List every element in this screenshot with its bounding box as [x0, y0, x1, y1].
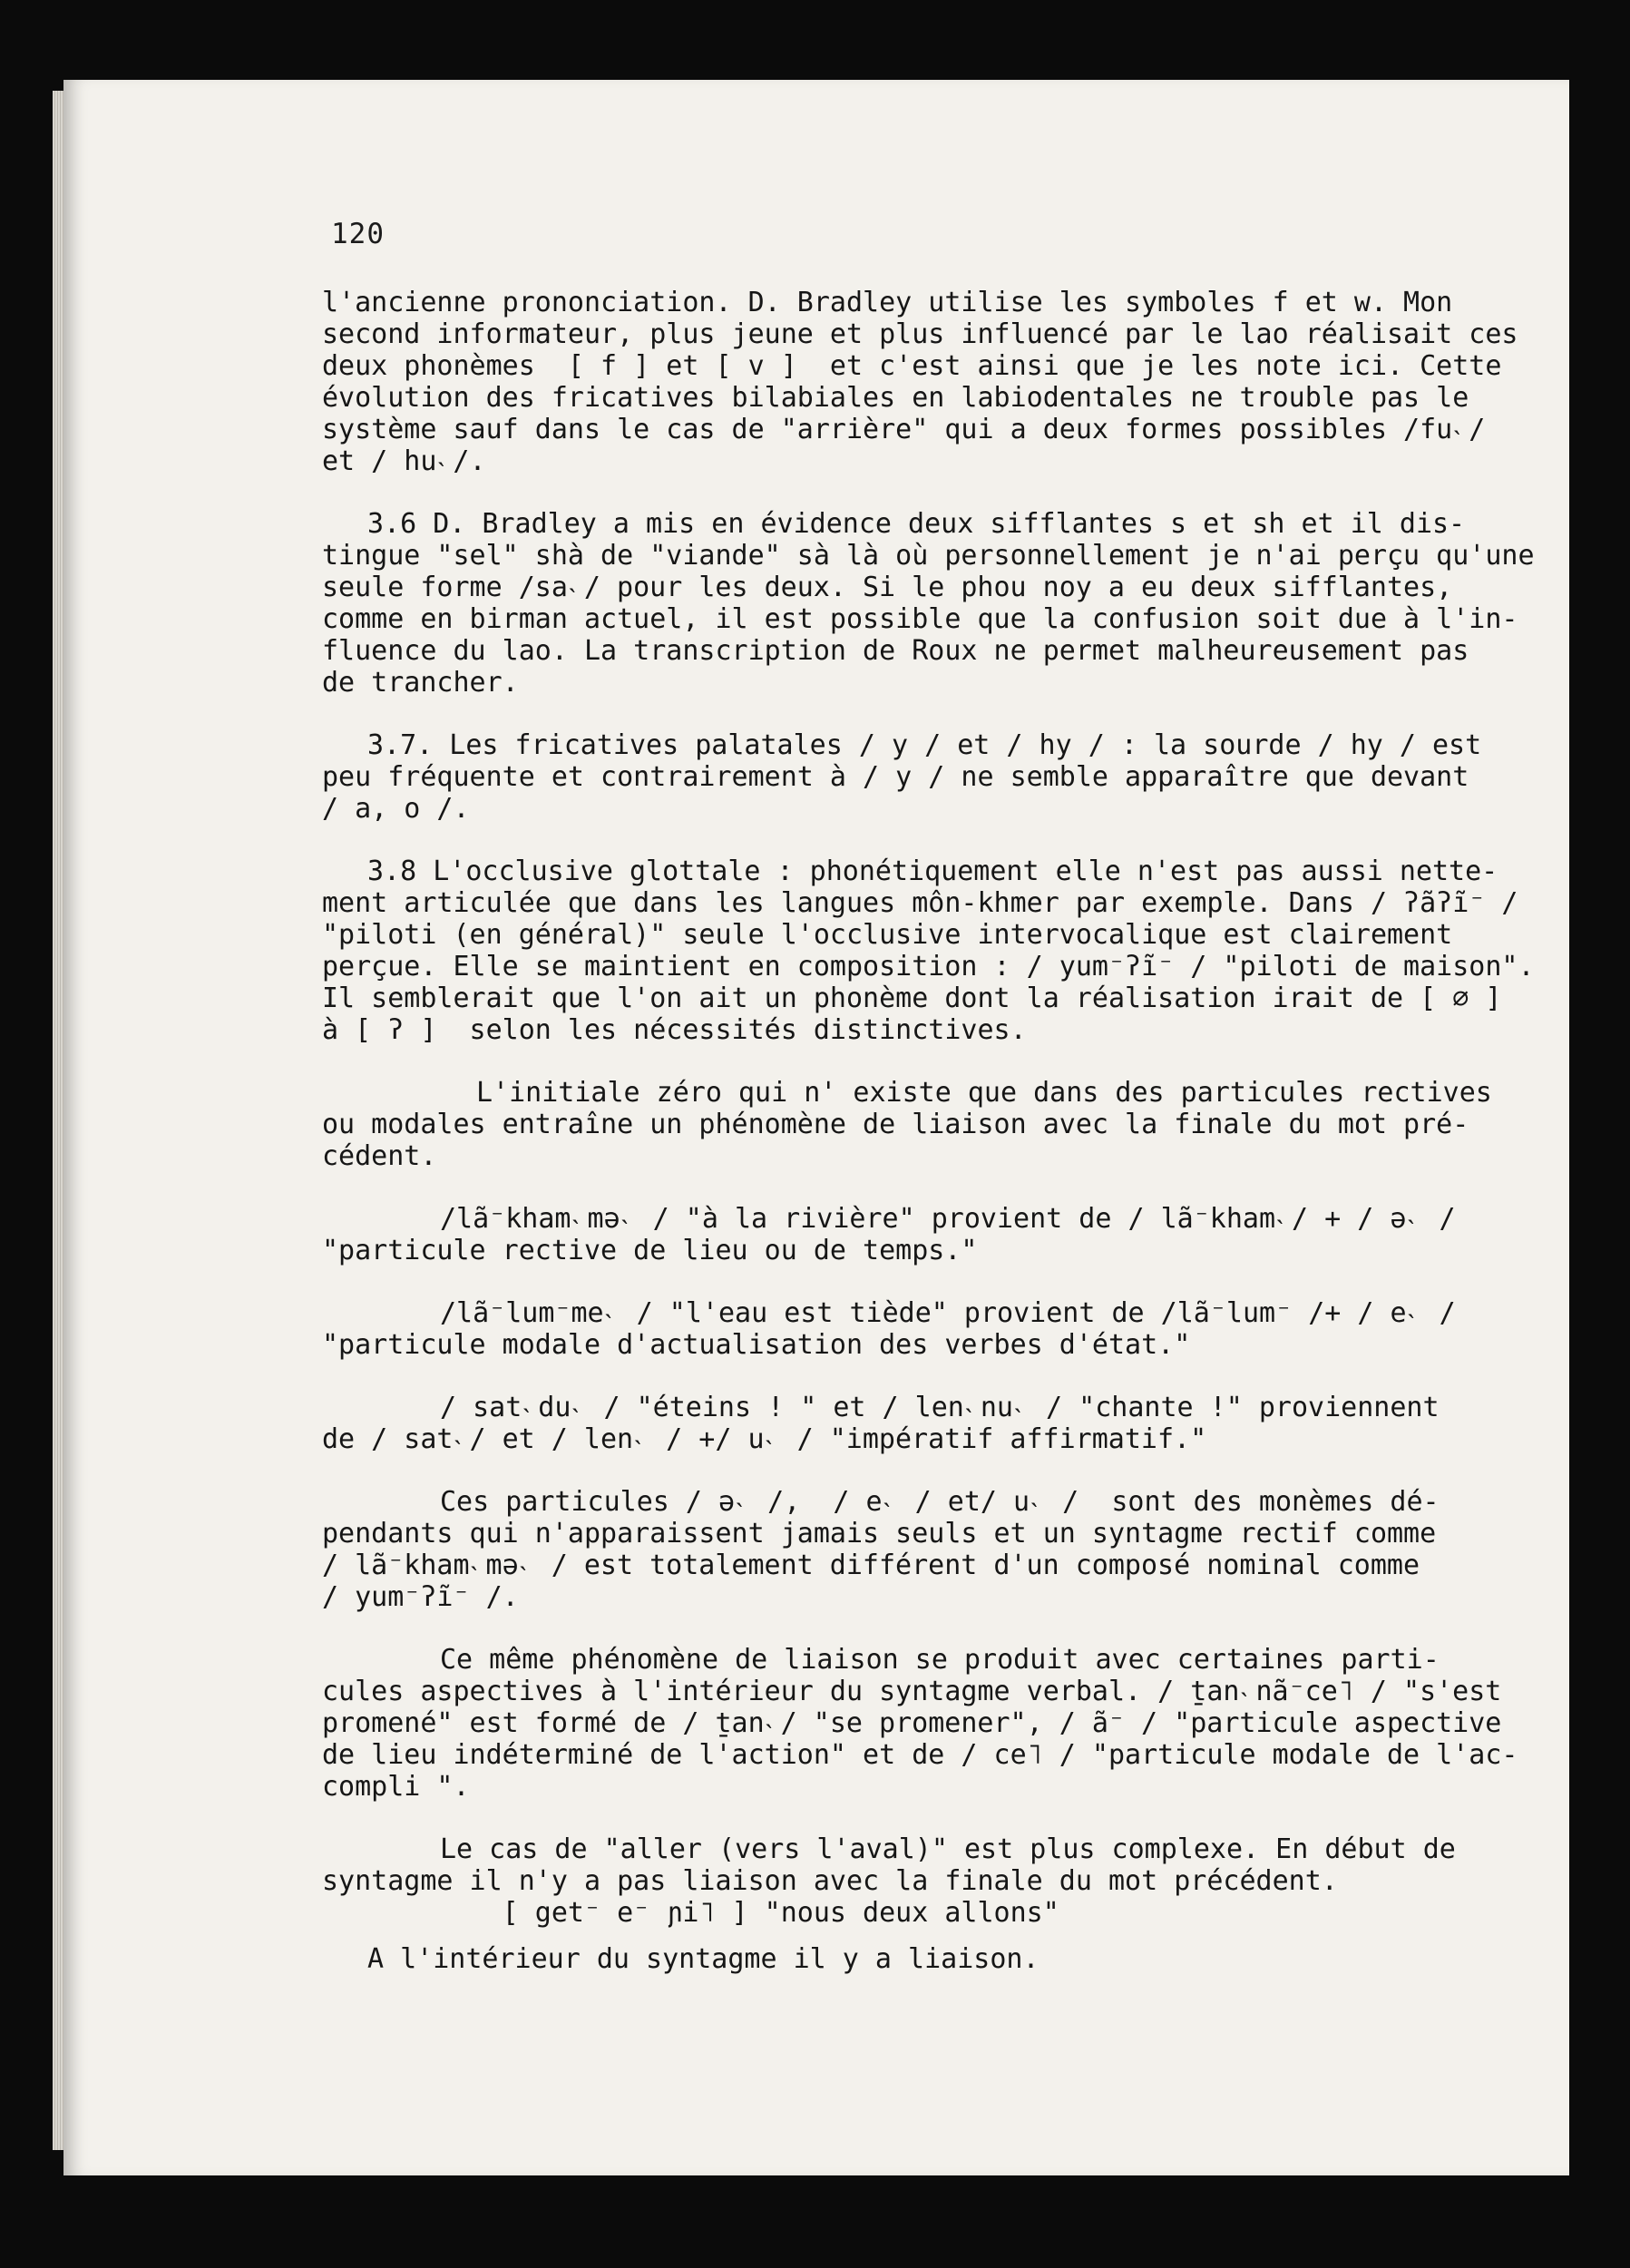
text-line: l'ancienne prononciation. D. Bradley utilise les symboles f et w. Mon — [322, 287, 1453, 318]
text-line: / yum⁻ʔĩ⁻ /. — [322, 1581, 519, 1613]
text-line: pendants qui n'apparaissent jamais seuls et un syntagme rectif comme — [322, 1518, 1437, 1549]
text-line: "piloti (en général)" seule l'occlusive intervocalique est clairement — [322, 919, 1453, 951]
text-line: tingue "sel" shà de "viande" sà là où personnellement je n'ai perçu qu'une — [322, 540, 1535, 572]
text-line: [ get⁻ e⁻ ɲi˥ ] "nous deux allons" — [322, 1897, 1059, 1929]
text-line: Ce même phénomène de liaison se produit avec certaines parti- — [440, 1644, 1440, 1676]
text-line: deux phonèmes [ f ] et [ v ] et c'est ainsi que je les note ici. Cette — [322, 350, 1502, 382]
text-line: / a, o /. — [322, 793, 470, 825]
paragraph — [322, 287, 1518, 477]
text-line: 3.7. Les fricatives palatales / y / et / hy / : la sourde / hy / est — [367, 729, 1482, 761]
text-line: ou modales entraîne un phénomène de liaison avec la finale du mot pré- — [322, 1109, 1469, 1140]
text-line: 3.6 D. Bradley a mis en évidence deux sifflantes s et sh et il dis- — [367, 508, 1466, 540]
text-line: syntagme il n'y a pas liaison avec la finale du mot précédent. — [322, 1865, 1338, 1897]
text-line: / sat˴du˴ / "éteins ! " et / len˴nu˴ / "chante !" proviennent — [440, 1392, 1440, 1423]
text-line: /lã⁻kham˴mə˴ / "à la rivière" provient de / lã⁻kham˴/ + / ə˴ / — [440, 1203, 1456, 1235]
text-line: cédent. — [322, 1140, 437, 1172]
paragraph — [322, 1833, 1456, 1929]
paragraph — [322, 1644, 1518, 1803]
paragraph — [322, 855, 1535, 1046]
text-line: de lieu indéterminé de l'action" et de / ce˥ / "particule modale de l'ac- — [322, 1739, 1518, 1771]
text-line: évolution des fricatives bilabiales en labiodentales ne trouble pas le — [322, 382, 1469, 414]
text-line: A l'intérieur du syntagme il y a liaison. — [367, 1943, 1039, 1975]
paragraph — [322, 1077, 1492, 1172]
text-line: seule forme /sa˴/ pour les deux. Si le phou noy a eu deux sifflantes, — [322, 572, 1453, 603]
text-line: L'initiale zéro qui n' existe que dans des particules rectives — [476, 1077, 1492, 1109]
text-line: à [ ʔ ] selon les nécessités distinctives. — [322, 1014, 1027, 1046]
text-line: cules aspectives à l'intérieur du syntagme verbal. / ṯan˴nã⁻ce˥ / "s'est — [322, 1676, 1502, 1707]
text-line: Il semblerait que l'on ait un phonème dont la réalisation irait de [ ∅ ] — [322, 982, 1502, 1014]
text-line: second informateur, plus jeune et plus influencé par le lao réalisait ces — [322, 318, 1518, 350]
paragraph — [322, 1203, 1456, 1266]
paragraph — [322, 1297, 1456, 1361]
text-line: "particule rective de lieu ou de temps." — [322, 1235, 978, 1266]
text-line: compli ". — [322, 1771, 470, 1803]
page-body — [322, 287, 1535, 2006]
text-line: comme en birman actuel, il est possible que la confusion soit due à l'in- — [322, 603, 1518, 635]
text-line: de / sat˴/ et / len˴ / +/ u˴ / "impératif affirmatif." — [322, 1423, 1207, 1455]
text-line: Le cas de "aller (vers l'aval)" est plus complexe. En début de — [440, 1833, 1456, 1865]
text-line: système sauf dans le cas de "arrière" qui a deux formes possibles /fu˴/ — [322, 414, 1486, 445]
paragraph — [322, 1392, 1440, 1455]
text-line: Ces particules / ə˴ /, / e˴ / et/ u˴ / sont des monèmes dé- — [440, 1486, 1440, 1518]
text-line: et / hu˴/. — [322, 445, 486, 477]
paragraph — [322, 729, 1482, 825]
text-line: ment articulée que dans les langues môn-khmer par exemple. Dans / ʔãʔĩ⁻ / — [322, 887, 1518, 919]
text-line: / lã⁻kham˴mə˴ / est totalement différent d'un composé nominal comme — [322, 1549, 1420, 1581]
text-line: /lã⁻lum⁻me˴ / "l'eau est tiède" provient de /lã⁻lum⁻ /+ / e˴ / — [440, 1297, 1456, 1329]
page-number: 120 — [331, 218, 385, 250]
text-line: promené" est formé de / ṯan˴/ "se promener", / ã⁻ / "particule aspective — [322, 1707, 1502, 1739]
text-line: de trancher. — [322, 667, 519, 699]
text-line: "particule modale d'actualisation des verbes d'état." — [322, 1329, 1191, 1361]
text-line: fluence du lao. La transcription de Roux ne permet malheureusement pas — [322, 635, 1469, 667]
text-line: 3.8 L'occlusive glottale : phonétiquement elle n'est pas aussi nette- — [367, 855, 1498, 887]
paragraph — [322, 508, 1535, 699]
paragraph — [322, 1943, 1410, 1975]
text-line: perçue. Elle se maintient en composition : / yum⁻ʔĩ⁻ / "piloti de maison". — [322, 951, 1535, 982]
text-line: peu fréquente et contrairement à / y / ne semble apparaître que devant — [322, 761, 1469, 793]
paragraph — [322, 1486, 1440, 1613]
